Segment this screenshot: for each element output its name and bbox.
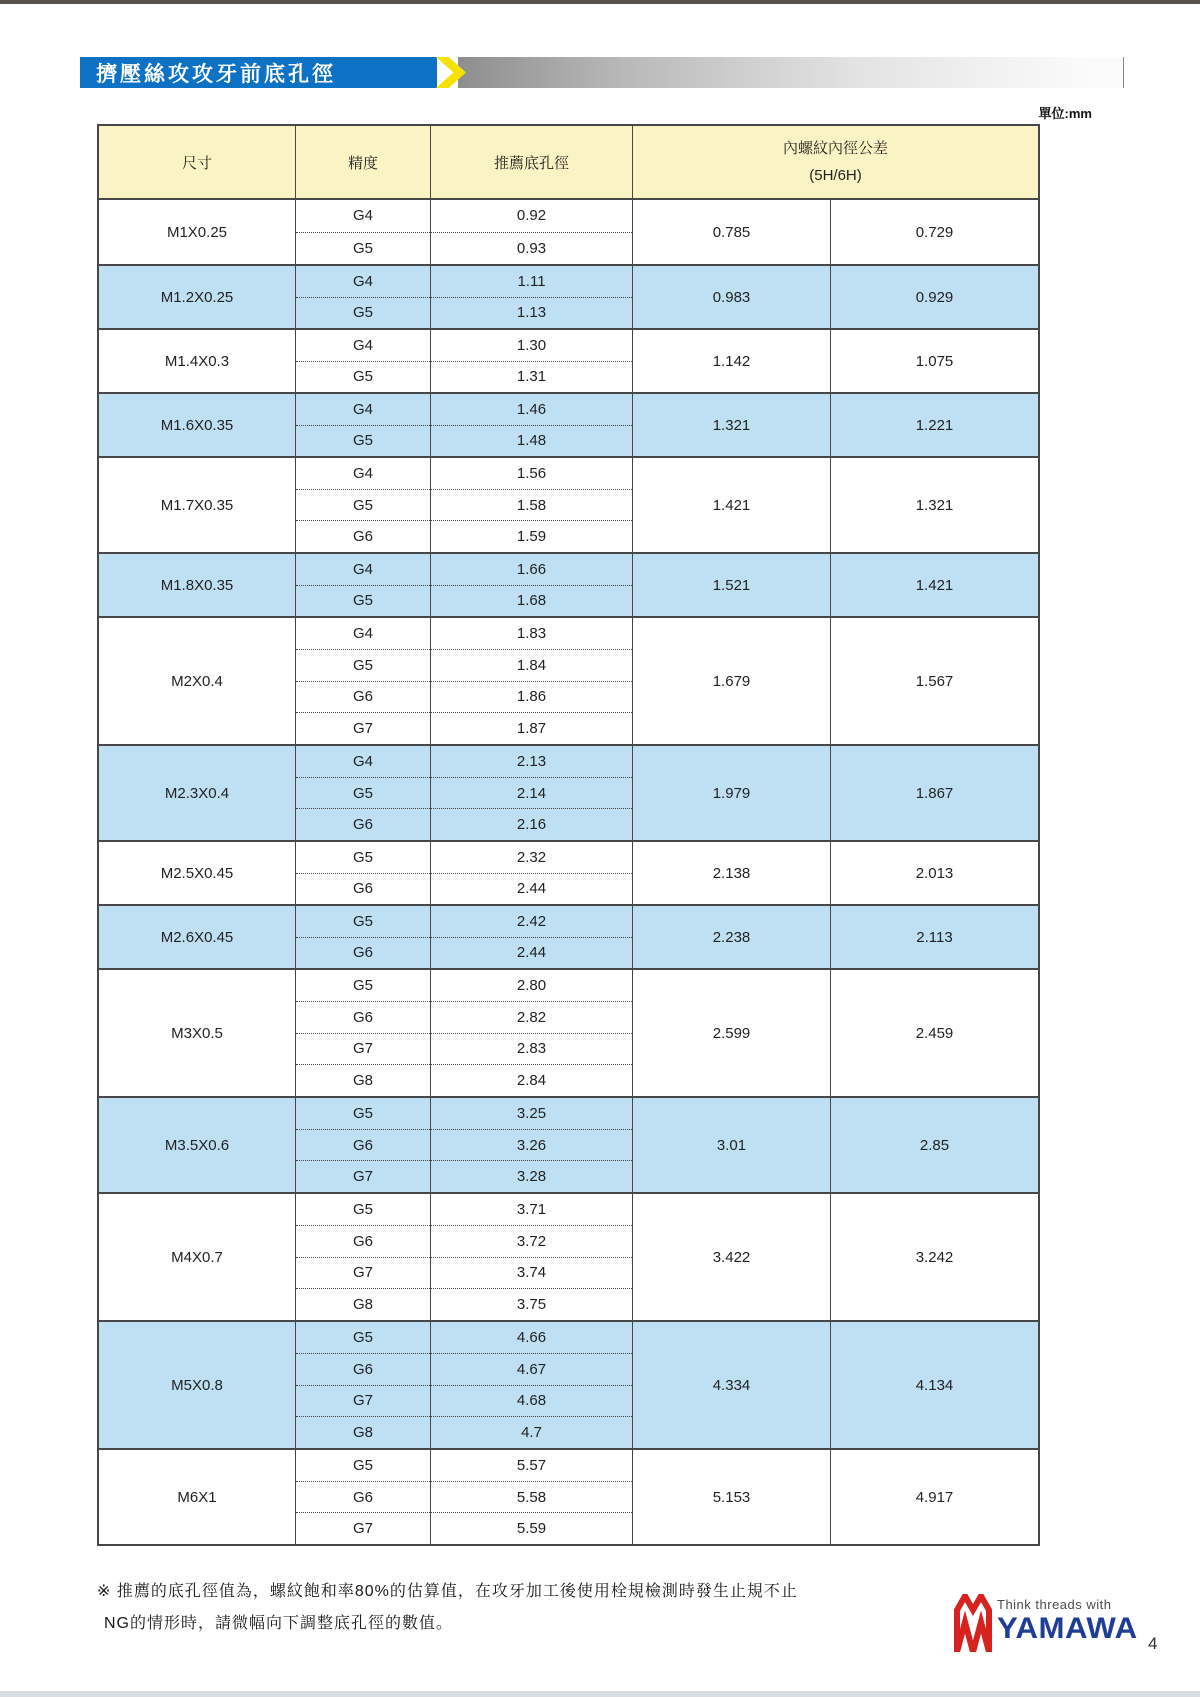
hole-diameter-column <box>431 1450 633 1544</box>
precision-grade-cell: G8 <box>296 1288 430 1320</box>
precision-grade-cell: G5 <box>296 777 430 809</box>
precision-column <box>296 618 431 744</box>
tolerance-max-cell: 2.599 <box>633 970 831 1096</box>
precision-grade-cell: G6 <box>296 937 430 969</box>
tolerance-min-cell: 2.85 <box>919 1136 950 1154</box>
header-tolerance <box>633 126 1038 198</box>
precision-column <box>296 200 431 264</box>
precision-column <box>296 1194 431 1320</box>
hole-diameter-cell: 4.68 <box>431 1385 632 1417</box>
hole-diameter-cell: 4.7 <box>431 1416 632 1448</box>
size-cell: M2X0.4 <box>99 618 296 744</box>
hole-diameter-column <box>431 746 633 840</box>
precision-grade-cell: G5 <box>296 649 430 681</box>
precision-grade-cell: G6 <box>296 1129 430 1161</box>
precision-grade-cell: G7 <box>296 1257 430 1289</box>
precision-grade-cell: G5 <box>352 976 373 994</box>
size-cell: M1X0.25 <box>99 200 296 264</box>
hole-diameter-cell: 2.16 <box>431 808 632 840</box>
table-row-group <box>99 1096 1038 1192</box>
tolerance-max-cell: 1.321 <box>633 394 831 456</box>
tolerance-max-cell: 4.334 <box>633 1322 831 1448</box>
precision-column <box>296 330 431 392</box>
hole-diameter-cell: 3.71 <box>516 1200 547 1218</box>
precision-column <box>296 970 431 1096</box>
hole-diameter-column <box>431 842 633 904</box>
tolerance-min-cell: 0.929 <box>915 288 954 306</box>
tolerance-max-cell: 2.238 <box>633 906 831 968</box>
precision-grade-cell: G6 <box>296 873 430 905</box>
hole-diameter-cell: 5.59 <box>431 1512 632 1544</box>
tolerance-min-cell: 1.321 <box>915 496 954 514</box>
page-top-band <box>0 0 1200 4</box>
precision-grade-cell: G5 <box>296 585 430 617</box>
hole-diameter-cell: 0.93 <box>431 232 632 265</box>
hole-diameter-column <box>431 1322 633 1448</box>
precision-grade-cell: G4 <box>352 560 373 578</box>
precision-grade-cell: G8 <box>296 1416 430 1448</box>
hole-diameter-cell: 2.42 <box>516 912 547 930</box>
hole-diameter-column <box>431 618 633 744</box>
hole-diameter-cell: 2.14 <box>431 777 632 809</box>
tolerance-max-cell: 1.142 <box>633 330 831 392</box>
hole-diameter-cell: 1.58 <box>431 489 632 521</box>
footnote-line1: ※ 推薦的底孔徑值為，螺紋飽和率80%的估算值，在攻牙加工後使用栓規檢測時發生止規不止 <box>97 1583 798 1600</box>
precision-grade-cell: G6 <box>296 1225 430 1257</box>
precision-grade-cell: G7 <box>296 1385 430 1417</box>
size-cell: M4X0.7 <box>99 1194 296 1320</box>
hole-diameter-cell: 1.68 <box>431 585 632 617</box>
tolerance-min-cell: 1.221 <box>915 416 954 434</box>
tolerance-max-cell: 0.785 <box>633 200 831 264</box>
hole-diameter-column <box>431 970 633 1096</box>
precision-grade-cell: G5 <box>296 297 430 329</box>
tolerance-max-cell: 1.421 <box>633 458 831 552</box>
size-cell: M1.4X0.3 <box>99 330 296 392</box>
yamawa-logo-mark-icon <box>954 1594 992 1652</box>
table-header-row <box>99 126 1038 200</box>
hole-diameter-cell: 1.66 <box>516 560 547 578</box>
hole-diameter-cell: 2.84 <box>431 1064 632 1096</box>
table-row-group <box>99 904 1038 968</box>
hole-diameter-column <box>431 1098 633 1192</box>
precision-grade-cell: G5 <box>352 1456 373 1474</box>
precision-grade-cell: G7 <box>296 1512 430 1544</box>
unit-label: 單位:mm <box>1038 106 1092 121</box>
precision-column <box>296 906 431 968</box>
header-recommended-hole: 推薦底孔徑 <box>431 126 633 198</box>
tolerance-min-cell: 1.421 <box>915 576 954 594</box>
precision-grade-cell: G5 <box>296 361 430 393</box>
tolerance-min-cell: 2.013 <box>915 864 954 882</box>
hole-diameter-cell: 3.28 <box>431 1160 632 1192</box>
precision-grade-cell: G5 <box>352 848 373 866</box>
hole-diameter-column <box>431 554 633 616</box>
hole-diameter-cell: 1.31 <box>431 361 632 393</box>
tolerance-max-cell: 0.983 <box>633 266 831 328</box>
tolerance-max-cell: 2.138 <box>633 842 831 904</box>
precision-grade-cell: G5 <box>352 912 373 930</box>
table-body <box>99 200 1038 1544</box>
hole-diameter-column <box>431 394 633 456</box>
hole-diameter-cell: 1.30 <box>516 336 547 354</box>
precision-grade-cell: G8 <box>296 1064 430 1096</box>
hole-diameter-column <box>431 266 633 328</box>
hole-diameter-column <box>431 1194 633 1320</box>
size-cell: M5X0.8 <box>99 1322 296 1448</box>
hole-diameter-cell: 3.25 <box>516 1104 547 1122</box>
hole-diameter-cell: 3.72 <box>431 1225 632 1257</box>
table-row-group <box>99 1320 1038 1448</box>
hole-diameter-cell: 1.87 <box>431 712 632 744</box>
tap-hole-table <box>97 124 1040 1546</box>
header-tolerance-line1: 內螺紋內徑公差 <box>782 140 888 157</box>
precision-column <box>296 842 431 904</box>
precision-grade-cell: G6 <box>296 1001 430 1033</box>
precision-grade-cell: G5 <box>296 425 430 457</box>
precision-column <box>296 266 431 328</box>
precision-grade-cell: G6 <box>296 808 430 840</box>
table-row-group <box>99 1192 1038 1320</box>
yamawa-logo <box>954 1594 1138 1652</box>
precision-grade-cell: G6 <box>296 1353 430 1385</box>
size-cell: M1.7X0.35 <box>99 458 296 552</box>
tolerance-max-cell: 5.153 <box>633 1450 831 1544</box>
hole-diameter-cell: 2.80 <box>516 976 547 994</box>
size-cell: M1.6X0.35 <box>99 394 296 456</box>
precision-grade-cell: G7 <box>296 1160 430 1192</box>
hole-diameter-column <box>431 906 633 968</box>
precision-column <box>296 458 431 552</box>
page-number: 4 <box>1148 1634 1158 1653</box>
precision-grade-cell: G5 <box>352 1328 373 1346</box>
size-cell: M2.3X0.4 <box>99 746 296 840</box>
hole-diameter-column <box>431 200 633 264</box>
size-cell: M1.2X0.25 <box>99 266 296 328</box>
tolerance-min-cell: 2.459 <box>915 1024 954 1042</box>
hole-diameter-cell: 5.58 <box>431 1481 632 1513</box>
table-row-group <box>99 456 1038 552</box>
tolerance-max-cell: 3.01 <box>633 1098 831 1192</box>
hole-diameter-cell: 2.32 <box>516 848 547 866</box>
hole-diameter-cell: 1.46 <box>516 400 547 418</box>
precision-grade-cell: G4 <box>352 752 373 770</box>
hole-diameter-cell: 3.75 <box>431 1288 632 1320</box>
precision-grade-cell: G4 <box>352 336 373 354</box>
section-title: 擠壓絲攻攻牙前底孔徑 <box>80 57 437 88</box>
tolerance-min-cell: 0.729 <box>915 223 954 241</box>
header-tolerance-line2: (5H/6H) <box>809 167 862 184</box>
precision-column <box>296 1322 431 1448</box>
header-precision: 精度 <box>296 126 431 198</box>
precision-grade-cell: G7 <box>296 712 430 744</box>
precision-grade-cell: G5 <box>352 1104 373 1122</box>
tolerance-max-cell: 1.979 <box>633 746 831 840</box>
tolerance-min-cell: 1.867 <box>915 784 954 802</box>
size-cell: M3.5X0.6 <box>99 1098 296 1192</box>
size-cell: M3X0.5 <box>99 970 296 1096</box>
precision-column <box>296 746 431 840</box>
tolerance-min-cell: 4.917 <box>915 1488 954 1506</box>
banner-gradient-bar <box>458 57 1124 88</box>
hole-diameter-cell: 3.74 <box>431 1257 632 1289</box>
precision-grade-cell: G6 <box>296 681 430 713</box>
hole-diameter-cell: 1.13 <box>431 297 632 329</box>
tolerance-min-cell: 1.567 <box>915 672 954 690</box>
hole-diameter-cell: 0.92 <box>516 207 547 225</box>
table-row-group <box>99 616 1038 744</box>
hole-diameter-cell: 1.84 <box>431 649 632 681</box>
hole-diameter-column <box>431 458 633 552</box>
precision-grade-cell: G4 <box>352 624 373 642</box>
precision-column <box>296 554 431 616</box>
table-row-group <box>99 552 1038 616</box>
precision-column <box>296 394 431 456</box>
hole-diameter-cell: 2.44 <box>431 873 632 905</box>
precision-grade-cell: G5 <box>296 489 430 521</box>
hole-diameter-cell: 4.67 <box>431 1353 632 1385</box>
hole-diameter-cell: 1.59 <box>431 520 632 552</box>
precision-grade-cell: G4 <box>352 400 373 418</box>
precision-grade-cell: G4 <box>352 464 373 482</box>
precision-grade-cell: G4 <box>352 272 373 290</box>
logo-tagline: Think threads with <box>997 1597 1112 1612</box>
table-row-group <box>99 200 1038 264</box>
tolerance-max-cell: 3.422 <box>633 1194 831 1320</box>
table-row-group <box>99 264 1038 328</box>
hole-diameter-cell: 3.26 <box>431 1129 632 1161</box>
logo-brand: YAMAWA <box>997 1612 1138 1645</box>
hole-diameter-cell: 2.44 <box>431 937 632 969</box>
size-cell: M2.6X0.45 <box>99 906 296 968</box>
hole-diameter-cell: 1.86 <box>431 681 632 713</box>
hole-diameter-cell: 2.82 <box>431 1001 632 1033</box>
tolerance-min-cell: 4.134 <box>915 1376 954 1394</box>
table-row-group <box>99 392 1038 456</box>
tolerance-min-cell: 3.242 <box>915 1248 954 1266</box>
hole-diameter-cell: 1.48 <box>431 425 632 457</box>
table-row-group <box>99 328 1038 392</box>
precision-column <box>296 1450 431 1544</box>
footnote-line2: NG的情形時，請微幅向下調整底孔徑的數值。 <box>104 1615 454 1632</box>
precision-grade-cell: G6 <box>296 1481 430 1513</box>
logo-text-block <box>997 1594 1138 1645</box>
page-bottom-strip <box>0 1691 1200 1697</box>
table-row-group <box>99 744 1038 840</box>
precision-grade-cell: G5 <box>296 232 430 265</box>
hole-diameter-cell: 1.11 <box>517 272 546 290</box>
tolerance-min-cell: 2.113 <box>916 928 953 946</box>
tolerance-max-cell: 1.679 <box>633 618 831 744</box>
section-banner <box>80 57 1124 88</box>
table-row-group <box>99 1448 1038 1544</box>
hole-diameter-cell: 2.13 <box>516 752 547 770</box>
hole-diameter-column <box>431 330 633 392</box>
precision-grade-cell: G6 <box>296 520 430 552</box>
hole-diameter-cell: 5.57 <box>516 1456 547 1474</box>
precision-column <box>296 1098 431 1192</box>
hole-diameter-cell: 4.66 <box>516 1328 547 1346</box>
tolerance-max-cell: 1.521 <box>633 554 831 616</box>
size-cell: M2.5X0.45 <box>99 842 296 904</box>
hole-diameter-cell: 1.83 <box>516 624 547 642</box>
hole-diameter-cell: 2.83 <box>431 1033 632 1065</box>
precision-grade-cell: G5 <box>352 1200 373 1218</box>
precision-grade-cell: G4 <box>352 207 373 225</box>
hole-diameter-cell: 1.56 <box>516 464 547 482</box>
tolerance-min-cell: 1.075 <box>915 352 954 370</box>
table-row-group <box>99 840 1038 904</box>
header-size: 尺寸 <box>99 126 296 198</box>
size-cell: M6X1 <box>99 1450 296 1544</box>
size-cell: M1.8X0.35 <box>99 554 296 616</box>
precision-grade-cell: G7 <box>296 1033 430 1065</box>
table-row-group <box>99 968 1038 1096</box>
